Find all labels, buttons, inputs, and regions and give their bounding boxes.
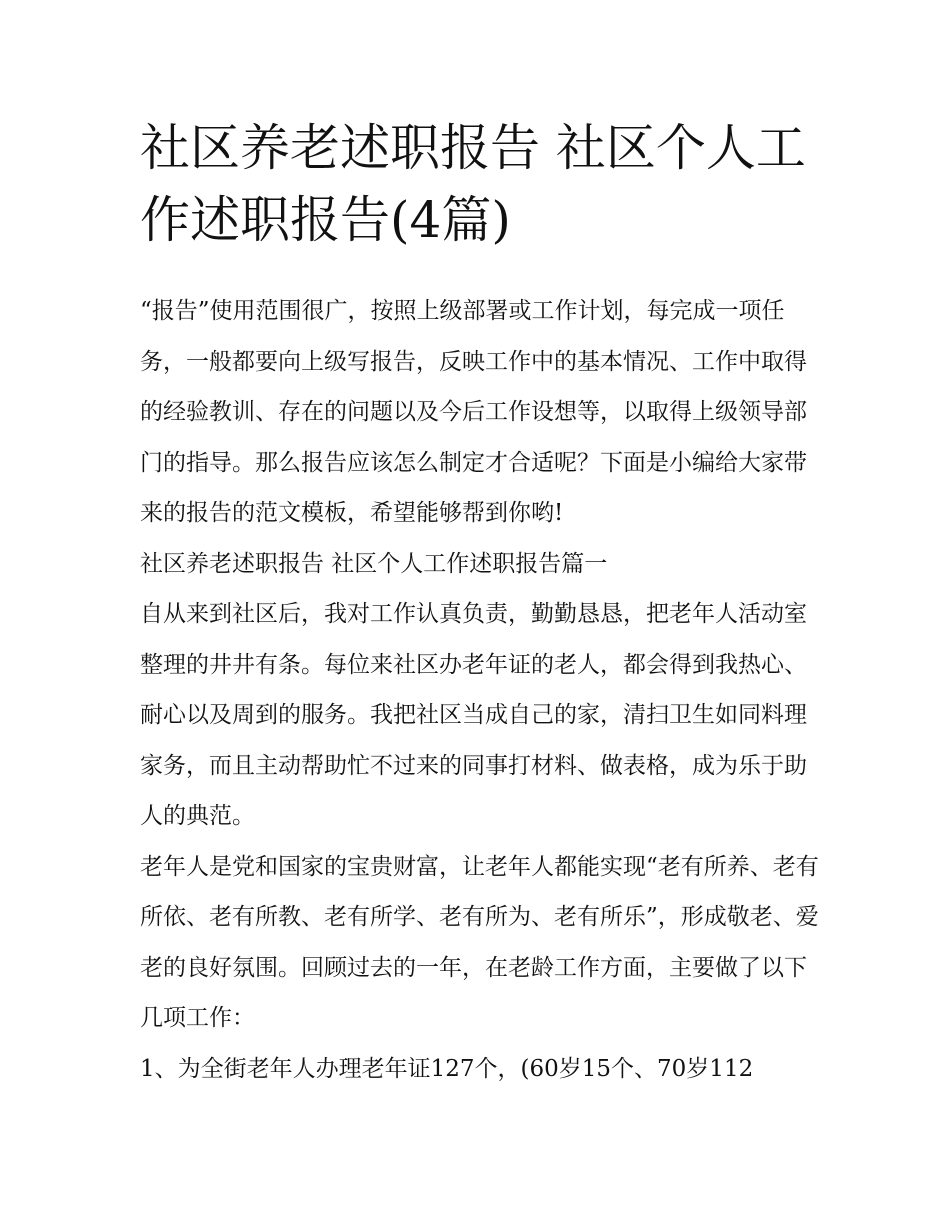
intro-paragraph: “报告”使用范围很广，按照上级部署或工作计划，每完成一项任务，一般都要向上级写报告，反映工作中的基本情况、工作中取得的经验教训、存在的问题以及今后工作设想等，以取得上级领导部门的指导。那么报告应该怎么制定才合适呢？下面是小编给大家带来的报告的范文模板，希望能够帮到你哟! <box>140 298 807 526</box>
body-paragraph-2: 老年人是党和国家的宝贵财富，让老年人都能实现“老有所养、老有所依、老有所教、老有所学、老有所为、老有所乐”，形成敬老、爱老的良好氛围。回顾过去的一年，在老龄工作方面，主要做了以下几项工作： <box>140 853 819 1031</box>
body-paragraph-1: 自从来到社区后，我对工作认真负责，勤勤恳恳，把老年人活动室整理的井井有条。每位来社区办老年证的老人，都会得到我热心、耐心以及周到的服务。我把社区当成自己的家，清扫卫生如同料理家务，而且主动帮助忙不过来的同事打材料、做表格，成为乐于助人的典范。 <box>140 601 807 829</box>
document-title: 社区养老述职报告 社区个人工作述职报告(4篇) <box>140 119 806 249</box>
body-paragraph-3: 1、为全街老年人办理老年证127个，(60岁15个、70岁112 <box>140 1055 754 1082</box>
document-content <box>140 112 820 1094</box>
section-heading: 社区养老述职报告 社区个人工作述职报告篇一 <box>140 550 608 577</box>
